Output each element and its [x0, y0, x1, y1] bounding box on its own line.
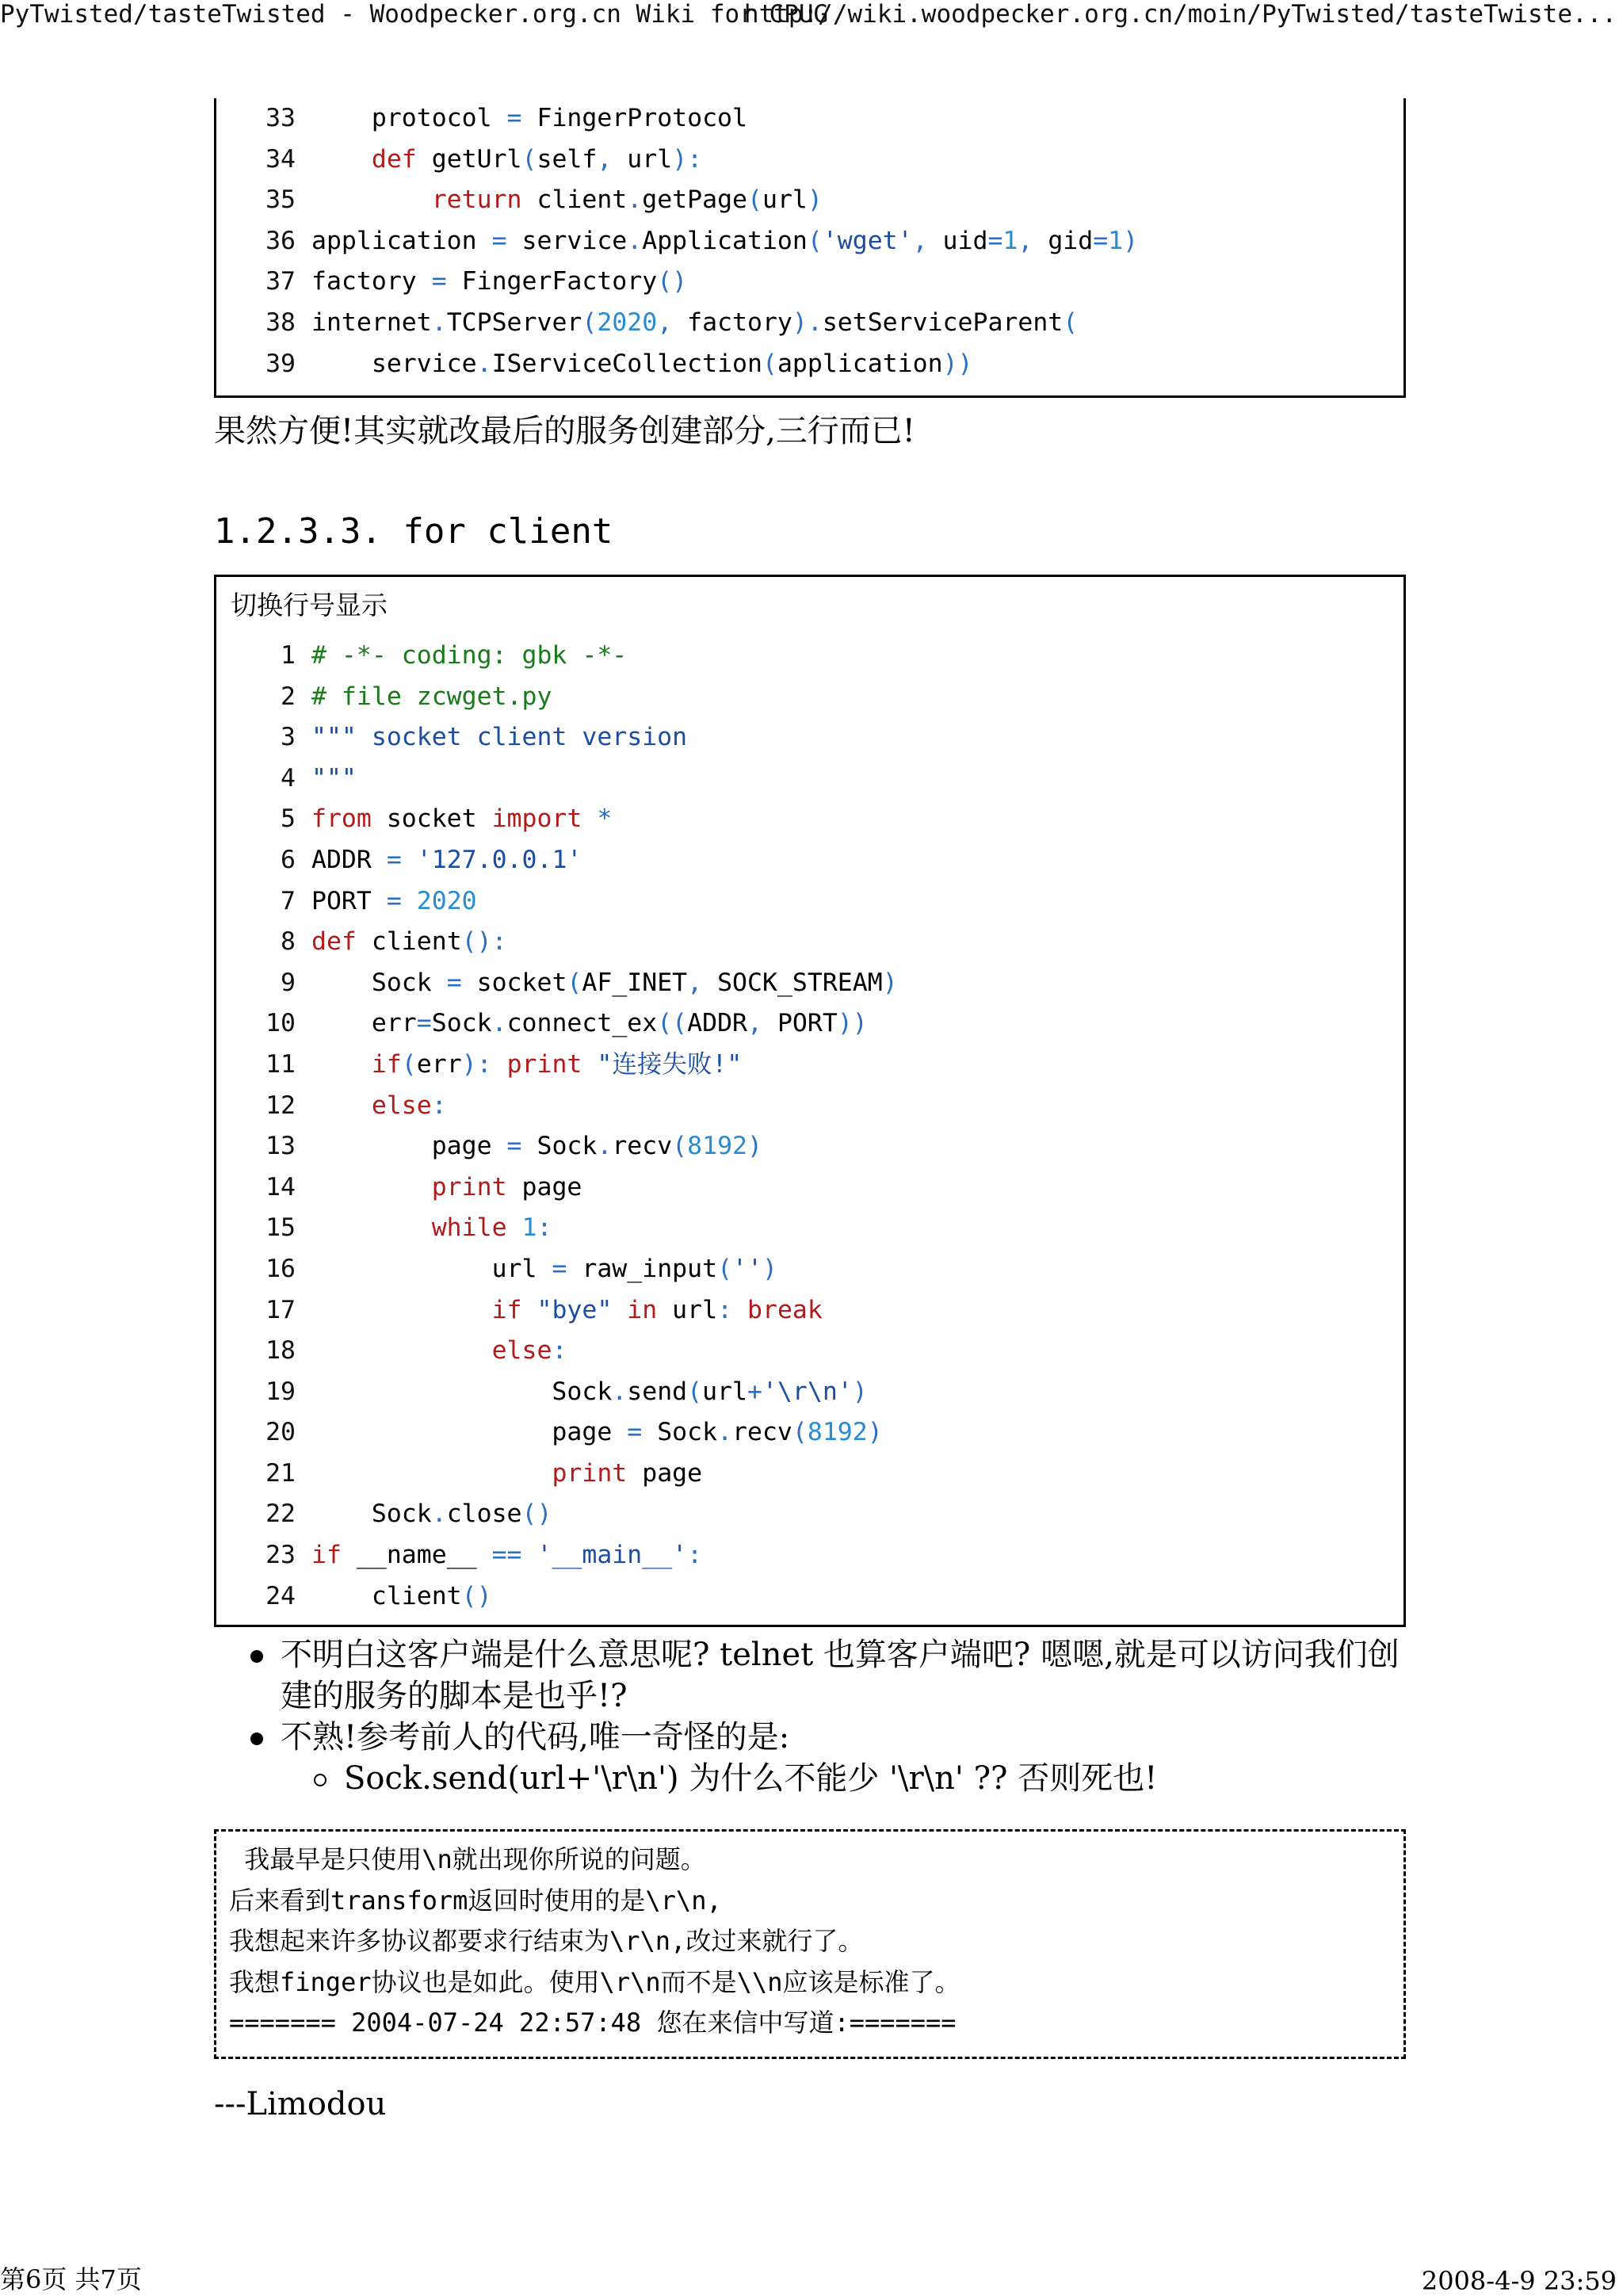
code-text: [311, 98, 747, 139]
code-block-server: [214, 98, 1406, 398]
code-text: [311, 1045, 742, 1086]
code-token: url: [702, 1377, 747, 1406]
code-token: .: [717, 1418, 733, 1447]
code-token: [492, 1050, 507, 1079]
code-token: :: [687, 1541, 703, 1570]
code-token: (: [567, 968, 582, 997]
code-line: [216, 1412, 1403, 1454]
code-token: =: [627, 1418, 643, 1447]
code-token: ): [762, 1254, 777, 1283]
code-text: [311, 1412, 883, 1454]
code-token: SOCK_STREAM: [702, 968, 883, 997]
line-number: 37: [265, 267, 296, 296]
code-token: ADDR: [687, 1009, 748, 1038]
code-line: [216, 344, 1403, 385]
code-token: (: [401, 1049, 417, 1079]
code-token: ,: [687, 968, 703, 997]
code-line: [216, 1167, 1403, 1209]
code-token: .: [807, 308, 823, 337]
code-text: [311, 344, 973, 385]
code-token: =: [1093, 226, 1109, 255]
code-token: :: [537, 1213, 552, 1243]
code-token: =: [386, 845, 402, 874]
code-token: application: [777, 349, 943, 378]
code-token: connect_ex: [506, 1009, 658, 1038]
code-token: :: [431, 1091, 447, 1120]
code-line: [216, 881, 1403, 923]
code-token: err: [311, 1009, 417, 1038]
list-item-text: 建的服务的脚本是也乎!?: [281, 1678, 628, 1714]
code-token: .: [627, 185, 643, 215]
line-number: 13: [265, 1132, 296, 1161]
code-line: [216, 1372, 1403, 1413]
code-token: ():: [461, 927, 507, 957]
line-number: 39: [265, 349, 296, 378]
code-text: [311, 636, 627, 677]
code-token: =: [386, 886, 402, 915]
code-token: from: [311, 804, 372, 834]
circle-bullet-icon: [314, 1774, 327, 1786]
code-token: FingerProtocol: [521, 104, 747, 132]
code-text: [311, 1331, 567, 1372]
line-number: 33: [265, 104, 296, 132]
code-token: ,: [597, 144, 613, 174]
code-text: [311, 677, 552, 718]
code-token: FingerFactory: [446, 267, 658, 296]
code-text: [311, 1454, 702, 1495]
code-token: 2020: [597, 308, 658, 337]
code-token: [311, 1336, 492, 1365]
code-token: close: [446, 1499, 522, 1529]
code-token: [732, 1296, 747, 1324]
code-token: [612, 1296, 627, 1324]
code-token: Sock: [311, 968, 447, 997]
code-text: [311, 1208, 552, 1249]
code-token: def: [371, 144, 417, 174]
code-line: [216, 636, 1403, 677]
code-token: [522, 1541, 537, 1569]
line-number: 18: [265, 1336, 296, 1366]
code-token: (: [717, 1254, 733, 1283]
code-token: import: [491, 804, 582, 834]
code-token: service: [311, 349, 477, 378]
code-token: .: [597, 1132, 613, 1161]
code-token: protocol: [311, 104, 507, 132]
code-token: ): [882, 968, 898, 997]
code-line: [216, 303, 1403, 344]
code-token: =: [446, 968, 462, 997]
code-token: ,: [912, 226, 928, 255]
code-token: TCPServer: [446, 308, 582, 337]
code-text: [311, 180, 823, 221]
list-item-text: 不明白这客户端是什么意思呢? telnet 也算客户端吧? 嗯嗯,就是可以访问我们创: [281, 1637, 1400, 1673]
line-number: 24: [265, 1581, 296, 1610]
code-token: client: [521, 185, 628, 215]
code-text: [311, 221, 1138, 262]
code-text: [311, 1086, 447, 1127]
line-number: 1: [281, 641, 296, 670]
code-token: 8192: [687, 1132, 747, 1161]
code-token: .: [612, 1377, 628, 1406]
code-token: page: [311, 1132, 507, 1161]
code-token: ):: [461, 1049, 492, 1079]
code-token: .: [431, 308, 447, 337]
code-token: ): [807, 185, 823, 215]
code-line: [216, 221, 1403, 262]
code-token: __name__: [341, 1541, 492, 1570]
code-token: .: [476, 349, 492, 378]
code-token: [402, 846, 417, 874]
section-heading: 1.2.3.3. for client: [214, 511, 613, 552]
code-line: [216, 1290, 1403, 1331]
line-number: 17: [265, 1295, 296, 1324]
code-token: [311, 1213, 432, 1242]
code-text: [311, 1494, 552, 1535]
code-token: (: [582, 308, 598, 337]
code-token: '__main__': [537, 1541, 688, 1570]
paragraph-note: 果然方便!其实就改最后的服务创建部分,三行而已!: [214, 413, 915, 449]
code-text: [311, 758, 357, 800]
sub-list-item: [246, 1758, 1400, 1799]
code-token: =: [491, 226, 507, 255]
code-text: [311, 799, 612, 840]
code-token: IServiceCollection: [491, 349, 762, 378]
code-token: Sock: [311, 1377, 613, 1406]
code-token: if: [371, 1049, 402, 1079]
code-token: ): [672, 144, 688, 174]
code-text: [311, 139, 702, 181]
header-page-title: PyTwisted/tasteTwisted - Woodpecker.org.cn Wiki for CPUG: [0, 0, 829, 29]
code-text: [311, 303, 1078, 344]
line-number: 35: [265, 185, 296, 215]
code-line: [216, 717, 1403, 758]
code-token: .: [431, 1499, 447, 1529]
code-token: print: [431, 1172, 507, 1201]
code-line: [216, 677, 1403, 718]
code-token: url: [762, 185, 808, 215]
quote-line: ======= 2004-07-24 22:57:48 您在来信中写道:=======: [229, 2008, 957, 2038]
code-token: [311, 1050, 372, 1079]
signature: ---Limodou: [214, 2086, 387, 2122]
code-token: else: [491, 1336, 552, 1366]
code-token: PORT: [311, 886, 387, 915]
code-token: while: [431, 1213, 507, 1243]
code-token: getUrl: [416, 144, 522, 174]
code-token: [311, 185, 432, 214]
code-token: gid: [1033, 226, 1094, 255]
code-token: ,: [1018, 226, 1033, 255]
footer-page-number: 第6页 共7页: [0, 2264, 142, 2294]
code-token: Sock: [311, 1499, 432, 1529]
line-number: 11: [265, 1049, 296, 1079]
code-token: )): [942, 349, 973, 378]
code-token: (: [807, 226, 823, 255]
code-token: =: [506, 1132, 522, 1161]
code-token: (: [792, 1418, 808, 1447]
code-token: url: [311, 1254, 552, 1283]
code-token: page: [627, 1458, 703, 1488]
code-lines: [216, 636, 1403, 1617]
code-token: "连接失败!": [597, 1049, 743, 1079]
code-token: +: [747, 1377, 762, 1406]
code-token: :: [687, 144, 703, 174]
code-token: =: [416, 1009, 432, 1038]
code-token: print: [552, 1458, 628, 1488]
code-token: (): [657, 267, 688, 296]
code-token: factory: [311, 267, 432, 296]
code-token: [311, 1296, 492, 1324]
code-token: Sock: [431, 1009, 492, 1038]
code-line: [216, 180, 1403, 221]
code-token: [522, 1296, 537, 1324]
code-token: """ socket client version: [311, 723, 688, 752]
code-line: [216, 963, 1403, 1004]
code-line: [216, 98, 1403, 139]
code-token: err: [416, 1049, 462, 1079]
code-token: break: [747, 1295, 823, 1324]
code-text: [311, 1372, 868, 1413]
code-text: [311, 1003, 868, 1045]
code-line: [216, 139, 1403, 181]
code-token: client: [311, 1581, 462, 1610]
list-item: [246, 1634, 1400, 1717]
list-item-text: 不熟!参考前人的代码,唯一奇怪的是:: [281, 1719, 790, 1755]
code-token: ((: [657, 1009, 688, 1038]
line-number: 38: [265, 308, 296, 337]
bullet-icon: [250, 1650, 263, 1663]
code-text: [311, 1576, 492, 1618]
code-token: url: [612, 144, 673, 174]
footer-date: 2008-4-9 23:59: [1421, 2266, 1617, 2296]
sub-list-item-text: Sock.send(url+'\r\n') 为什么不能少 '\r\n' ?? 否则死也!: [344, 1760, 1158, 1797]
code-token: (: [762, 349, 777, 378]
code-token: 2020: [416, 886, 477, 915]
code-token: [582, 804, 597, 833]
line-number: 21: [265, 1458, 296, 1488]
code-line: [216, 1126, 1403, 1167]
code-token: *: [597, 804, 613, 834]
code-line: [216, 1576, 1403, 1618]
code-token: (: [687, 1377, 703, 1406]
code-block-client: [214, 575, 1406, 1627]
code-token: # -*- coding: gbk -*-: [311, 641, 628, 670]
code-token: ,: [657, 308, 673, 337]
code-token: [507, 1213, 522, 1242]
line-number: 2: [281, 682, 296, 711]
code-token: socket: [371, 804, 492, 834]
code-token: return: [431, 185, 522, 215]
line-number: 4: [281, 763, 296, 793]
code-text: [311, 1167, 582, 1209]
code-token: getPage: [642, 185, 748, 215]
code-line: [216, 1535, 1403, 1576]
quote-line: 我想finger协议也是如此。使用\r\n而不是\\n应该是标准了。: [229, 1967, 960, 1997]
code-token: page: [311, 1418, 628, 1447]
code-line: [216, 262, 1403, 303]
code-token: ): [1123, 226, 1139, 255]
code-token: AF_INET: [582, 968, 688, 997]
line-number: 6: [281, 845, 296, 874]
code-text: [311, 1535, 702, 1576]
code-token: .: [491, 1009, 507, 1038]
quoted-reply-block: [214, 1829, 1406, 2059]
code-text: [311, 881, 477, 923]
code-token: print: [506, 1049, 582, 1079]
code-token: internet: [311, 308, 432, 337]
code-text: [311, 262, 687, 303]
code-token: if: [311, 1541, 342, 1570]
line-number: 36: [265, 226, 296, 255]
code-token: raw_input: [567, 1254, 718, 1283]
line-number: 19: [265, 1377, 296, 1406]
code-token: client: [356, 927, 462, 957]
quote-line: 我最早是只使用\n就出现你所说的问题。: [229, 1844, 706, 1874]
code-text: [311, 840, 582, 881]
code-token: Sock: [642, 1418, 718, 1447]
code-line: [216, 1045, 1403, 1086]
code-token: (: [672, 1132, 688, 1161]
code-token: Sock: [521, 1132, 598, 1161]
code-token: """: [311, 763, 357, 793]
code-text: [311, 922, 507, 963]
code-line: [216, 1331, 1403, 1372]
line-number: 14: [265, 1172, 296, 1201]
code-token: url: [657, 1295, 718, 1324]
code-lines: [216, 98, 1403, 384]
code-token: (: [747, 185, 762, 215]
code-token: 'wget': [822, 226, 913, 255]
code-text: [311, 1126, 762, 1167]
line-number: 12: [265, 1091, 296, 1120]
code-token: page: [506, 1172, 582, 1201]
code-token: ): [852, 1377, 868, 1406]
quote-line: 后来看到transform返回时使用的是\r\n,: [229, 1885, 722, 1916]
code-token: recv: [612, 1132, 673, 1161]
code-token: '127.0.0.1': [416, 845, 582, 874]
code-token: uid: [927, 226, 988, 255]
toggle-line-numbers-link[interactable]: 切换行号显示: [231, 590, 388, 621]
code-token: 1: [1002, 226, 1018, 255]
code-line: [216, 1494, 1403, 1535]
code-token: setServiceParent: [822, 308, 1064, 337]
code-token: =: [552, 1254, 567, 1283]
list-item: [246, 1717, 1400, 1758]
code-line: [216, 922, 1403, 963]
code-token: (): [461, 1581, 492, 1610]
code-token: ADDR: [311, 845, 387, 874]
code-line: [216, 840, 1403, 881]
quote-line: 我想起来许多协议都要求行结束为\r\n,改过来就行了。: [229, 1926, 864, 1956]
code-token: ): [792, 308, 808, 337]
code-token: service: [506, 226, 628, 255]
line-number: 10: [265, 1009, 296, 1038]
line-number: 3: [281, 723, 296, 752]
line-number: 5: [281, 804, 296, 834]
code-line: [216, 1086, 1403, 1127]
code-text: [311, 1249, 777, 1290]
code-token: # file zcwget.py: [311, 682, 552, 711]
code-token: 1: [1108, 226, 1124, 255]
code-line: [216, 799, 1403, 840]
code-token: self: [537, 144, 598, 174]
line-number: 34: [265, 144, 296, 174]
code-line: [216, 1003, 1403, 1045]
line-number: 22: [265, 1499, 296, 1529]
code-token: factory: [672, 308, 792, 337]
code-token: )): [837, 1009, 868, 1038]
code-token: =: [506, 104, 522, 132]
code-line: [216, 758, 1403, 800]
header-url[interactable]: http://wiki.woodpecker.org.cn/moin/PyTwisted/tasteTwiste...: [743, 0, 1617, 29]
code-token: [311, 1459, 552, 1488]
code-token: ): [747, 1132, 762, 1161]
code-token: .: [627, 226, 643, 255]
code-line: [216, 1208, 1403, 1249]
code-token: [582, 1050, 597, 1079]
code-token: :: [552, 1336, 567, 1366]
code-token: [402, 887, 417, 915]
bullet-icon: [250, 1733, 263, 1745]
code-token: [311, 1091, 372, 1120]
code-token: application: [311, 226, 492, 255]
code-token: (): [521, 1499, 552, 1529]
code-token: "bye": [537, 1295, 613, 1324]
code-token: if: [491, 1295, 522, 1324]
code-line: [216, 1249, 1403, 1290]
code-token: in: [627, 1295, 658, 1324]
code-text: [311, 717, 687, 758]
code-token: 8192: [807, 1418, 868, 1447]
code-token: socket: [461, 968, 567, 997]
code-token: PORT: [762, 1009, 838, 1038]
code-token: 1: [521, 1213, 537, 1243]
code-token: [311, 1173, 432, 1201]
code-token: ==: [491, 1541, 522, 1570]
code-token: recv: [732, 1418, 792, 1447]
line-number: 20: [265, 1418, 296, 1447]
code-token: '\r\n': [762, 1377, 853, 1406]
code-token: def: [311, 927, 357, 957]
code-token: else: [371, 1091, 432, 1120]
line-number: 8: [281, 927, 296, 957]
code-line: [216, 1454, 1403, 1495]
code-token: =: [987, 226, 1003, 255]
code-token: (: [1063, 308, 1079, 337]
line-number: 16: [265, 1254, 296, 1283]
code-token: '': [732, 1254, 762, 1283]
code-text: [311, 1290, 823, 1331]
code-token: =: [431, 267, 447, 296]
code-text: [311, 963, 898, 1004]
code-token: ): [867, 1418, 883, 1447]
bullet-list: [246, 1634, 1400, 1799]
code-token: [311, 145, 372, 174]
code-token: :: [717, 1295, 733, 1324]
line-number: 15: [265, 1213, 296, 1243]
line-number: 7: [281, 886, 296, 915]
line-number: 23: [265, 1541, 296, 1570]
code-token: send: [627, 1377, 688, 1406]
code-token: (: [521, 144, 537, 174]
line-number: 9: [281, 968, 296, 997]
code-token: ,: [747, 1009, 762, 1038]
code-token: Application: [642, 226, 808, 255]
